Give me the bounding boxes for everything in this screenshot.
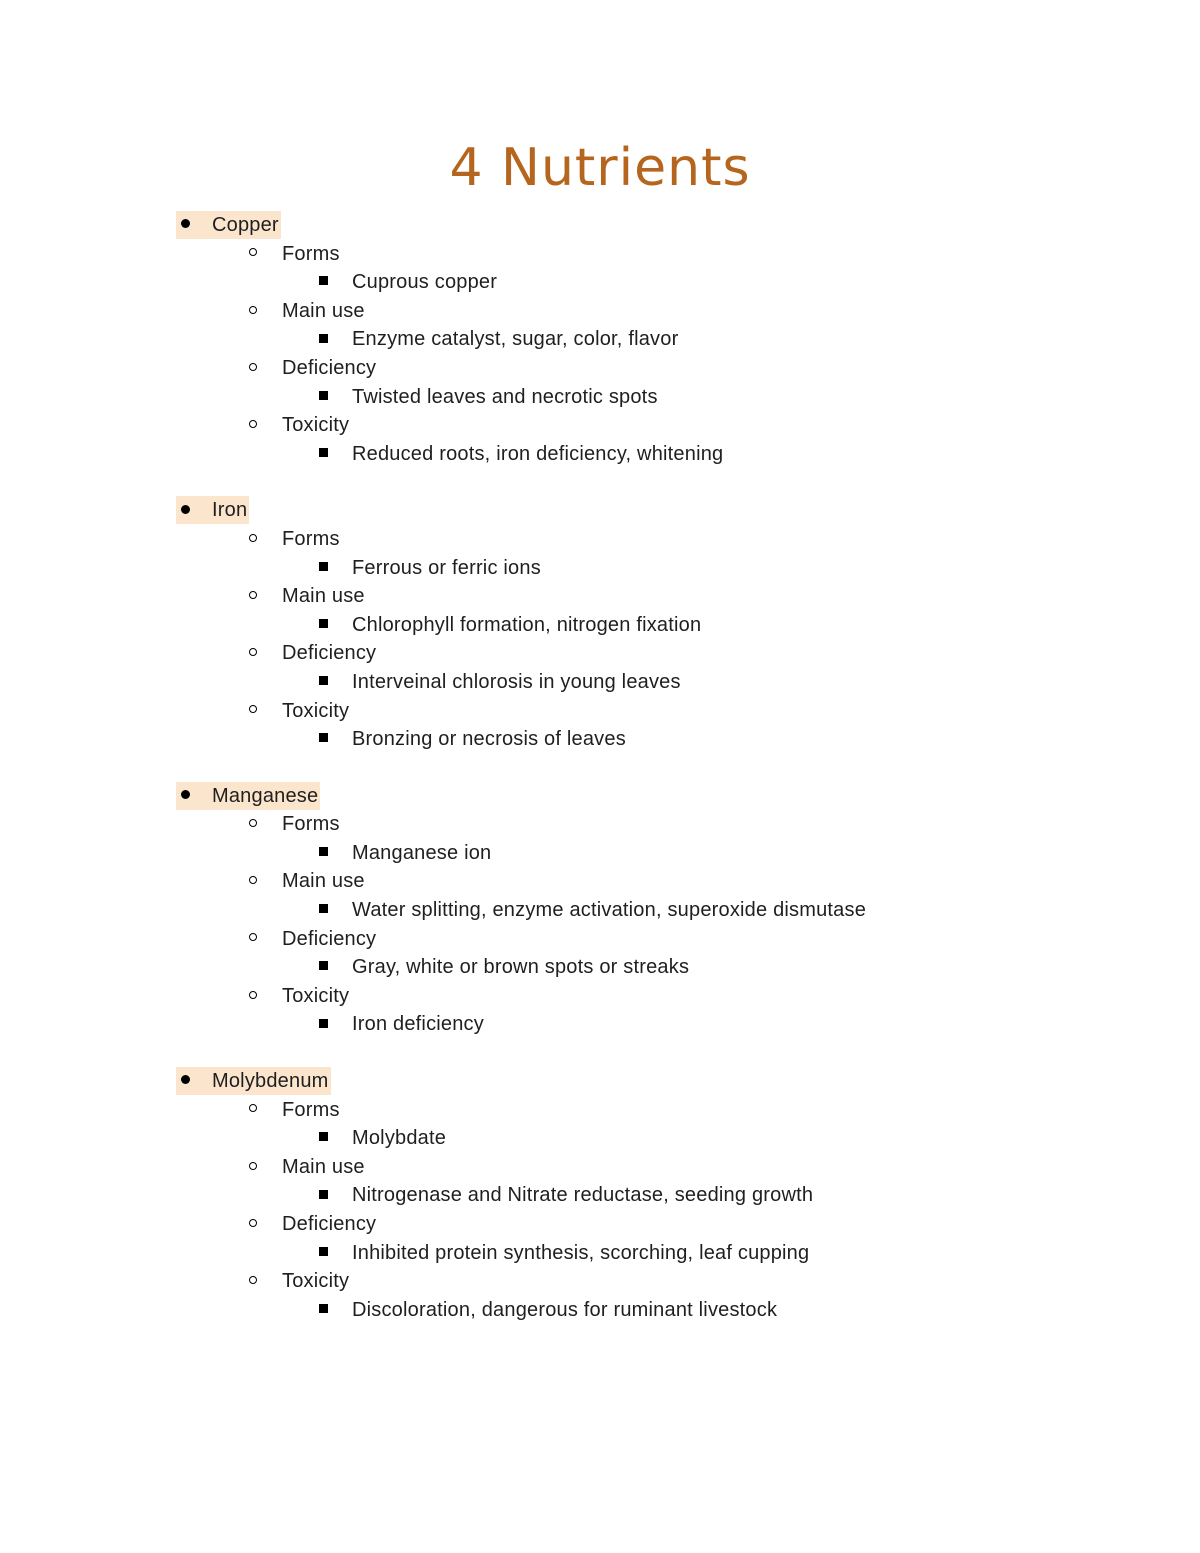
highlight [176, 211, 281, 239]
nutrient-section [0, 1067, 1200, 1324]
property-label: Main use [282, 299, 365, 322]
property-detail-row [0, 1296, 1200, 1325]
property-label: Toxicity [282, 984, 350, 1007]
nutrient-section [0, 782, 1200, 1039]
property-detail: Enzyme catalyst, sugar, color, flavor [352, 328, 679, 351]
property-label: Main use [282, 870, 365, 893]
nutrient-section [0, 211, 1200, 468]
bullet-circle-icon [249, 933, 257, 941]
property-detail-row [0, 1010, 1200, 1039]
property-label: Toxicity [282, 699, 350, 722]
property-label: Forms [282, 527, 340, 550]
property-row [0, 1210, 1200, 1239]
property-row [0, 1267, 1200, 1296]
bullet-circle-icon [249, 591, 257, 599]
property-label: Deficiency [282, 642, 377, 665]
property-detail: Interveinal chlorosis in young leaves [352, 670, 681, 693]
bullet-disc-icon [181, 219, 190, 228]
property-detail: Bronzing or necrosis of leaves [352, 728, 626, 751]
bullet-square-icon [319, 1132, 328, 1141]
bullet-circle-icon [249, 819, 257, 827]
property-detail-row [0, 839, 1200, 868]
property-row [0, 354, 1200, 383]
bullet-circle-icon [249, 876, 257, 884]
highlight [176, 496, 249, 524]
bullet-square-icon [319, 619, 328, 628]
property-detail: Molybdate [352, 1127, 447, 1150]
bullet-square-icon [319, 904, 328, 913]
property-label: Main use [282, 1155, 365, 1178]
page-title: 4 Nutrients [449, 138, 751, 198]
bullet-square-icon [319, 1019, 328, 1028]
bullet-square-icon [319, 562, 328, 571]
property-detail-row [0, 953, 1200, 982]
bullet-square-icon [319, 676, 328, 685]
property-detail: Iron deficiency [352, 1013, 484, 1036]
property-row [0, 697, 1200, 726]
nutrient-section [0, 496, 1200, 753]
bullet-square-icon [319, 1190, 328, 1199]
highlight [176, 782, 320, 810]
property-row [0, 582, 1200, 611]
property-detail-row [0, 668, 1200, 697]
property-detail: Nitrogenase and Nitrate reductase, seeding growth [352, 1184, 814, 1207]
property-detail-row [0, 325, 1200, 354]
property-label: Deficiency [282, 927, 377, 950]
property-label: Toxicity [282, 414, 350, 437]
property-detail-row [0, 611, 1200, 640]
property-row [0, 867, 1200, 896]
property-row [0, 810, 1200, 839]
nutrient-heading-row [0, 1067, 1200, 1096]
nutrient-name: Manganese [212, 784, 319, 807]
property-detail: Cuprous copper [352, 271, 498, 294]
bullet-square-icon [319, 391, 328, 400]
property-row [0, 1096, 1200, 1125]
property-detail: Chlorophyll formation, nitrogen fixation [352, 613, 702, 636]
property-detail-row [0, 554, 1200, 583]
property-row [0, 525, 1200, 554]
nutrient-name: Copper [212, 214, 279, 236]
property-detail-row [0, 268, 1200, 297]
bullet-circle-icon [249, 705, 257, 713]
property-detail-row [0, 1239, 1200, 1268]
property-row [0, 1153, 1200, 1182]
bullet-circle-icon [249, 1104, 257, 1112]
property-detail-row [0, 1124, 1200, 1153]
property-row [0, 297, 1200, 326]
bullet-disc-icon [181, 505, 190, 514]
property-detail: Water splitting, enzyme activation, superoxide dismutase [352, 899, 867, 922]
property-detail-row [0, 383, 1200, 412]
property-label: Forms [282, 813, 340, 836]
nutrient-name: Molybdenum [212, 1070, 329, 1093]
bullet-square-icon [319, 334, 328, 343]
property-label: Forms [282, 242, 340, 265]
bullet-circle-icon [249, 420, 257, 428]
bullet-square-icon [319, 733, 328, 742]
bullet-circle-icon [249, 248, 257, 256]
bullet-square-icon [319, 1247, 328, 1256]
property-detail-row [0, 725, 1200, 754]
bullet-disc-icon [181, 1075, 190, 1084]
nutrient-heading-row [0, 211, 1200, 240]
bullet-circle-icon [249, 534, 257, 542]
bullet-circle-icon [249, 306, 257, 314]
property-detail: Ferrous or ferric ions [352, 556, 541, 579]
nutrient-list [0, 211, 1200, 1352]
bullet-disc-icon [181, 790, 190, 799]
bullet-circle-icon [249, 1276, 257, 1284]
property-detail: Gray, white or brown spots or streaks [352, 956, 690, 979]
bullet-square-icon [319, 276, 328, 285]
bullet-square-icon [319, 961, 328, 970]
property-label: Deficiency [282, 356, 377, 379]
property-row [0, 982, 1200, 1011]
property-detail: Manganese ion [352, 841, 492, 864]
nutrient-heading-row [0, 496, 1200, 525]
bullet-circle-icon [249, 363, 257, 371]
bullet-circle-icon [249, 1219, 257, 1227]
nutrient-heading-row [0, 782, 1200, 811]
property-detail: Discoloration, dangerous for ruminant livestock [352, 1298, 778, 1321]
property-detail: Twisted leaves and necrotic spots [352, 385, 658, 408]
bullet-square-icon [319, 1304, 328, 1313]
nutrient-name: Iron [212, 499, 248, 522]
property-detail: Inhibited protein synthesis, scorching, leaf cupping [352, 1241, 810, 1264]
property-detail-row [0, 1181, 1200, 1210]
bullet-circle-icon [249, 648, 257, 656]
property-label: Main use [282, 585, 365, 608]
property-detail-row [0, 896, 1200, 925]
bullet-circle-icon [249, 1162, 257, 1170]
property-detail-row [0, 440, 1200, 469]
bullet-square-icon [319, 448, 328, 457]
property-label: Forms [282, 1098, 340, 1121]
bullet-circle-icon [249, 991, 257, 999]
property-label: Deficiency [282, 1213, 377, 1235]
property-row [0, 411, 1200, 440]
property-label: Toxicity [282, 1270, 350, 1293]
property-row [0, 639, 1200, 668]
highlight [176, 1067, 331, 1095]
property-row [0, 925, 1200, 954]
property-detail: Reduced roots, iron deficiency, whitening [352, 442, 724, 465]
bullet-square-icon [319, 847, 328, 856]
property-row [0, 240, 1200, 269]
